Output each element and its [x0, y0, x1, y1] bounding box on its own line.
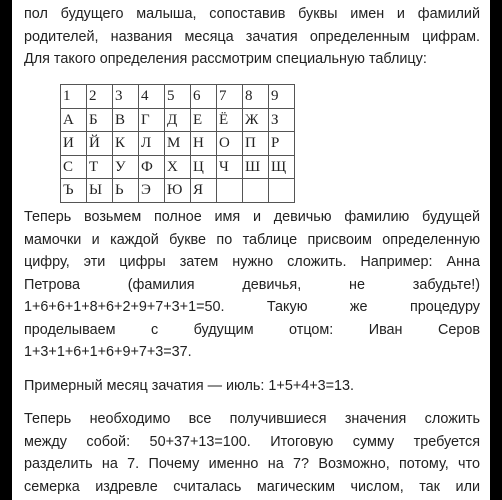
- table-cell: Щ: [269, 155, 295, 179]
- table-cell: У: [113, 155, 139, 179]
- table-cell: 4: [139, 85, 165, 109]
- paragraph-month: [24, 375, 480, 398]
- table-cell: Н: [191, 132, 217, 156]
- table-cell: Я: [191, 179, 217, 203]
- table-cell: 1: [61, 85, 87, 109]
- text-line: Примерный месяц зачатия — июль: 1+5+4+3=13.: [24, 378, 355, 394]
- table-cell: К: [113, 132, 139, 156]
- paragraph-sum: [24, 408, 480, 498]
- table-cell: Ъ: [61, 179, 87, 203]
- table-row: [61, 155, 295, 179]
- table-cell: Э: [139, 179, 165, 203]
- left-border: [0, 0, 12, 500]
- table-cell: 3: [113, 85, 139, 109]
- table-cell: 7: [217, 85, 243, 109]
- table-cell: 5: [165, 85, 191, 109]
- table-cell: [269, 179, 295, 203]
- text-line: пол будущего малыша, сопоставив буквы имен и фамилий: [24, 6, 480, 22]
- table-cell: 6: [191, 85, 217, 109]
- table-cell: Ы: [87, 179, 113, 203]
- table-cell: Ц: [191, 155, 217, 179]
- table-cell: Ш: [243, 155, 269, 179]
- table-row: [61, 179, 295, 203]
- table-cell: Ч: [217, 155, 243, 179]
- text-line: проделываем с будущим отцом: Иван Серов: [24, 321, 480, 338]
- table-cell: О: [217, 132, 243, 156]
- table-cell: Ж: [243, 108, 269, 132]
- table-cell: [217, 179, 243, 203]
- text-line: Петрова (фамилия девичья, не забудьте!): [24, 276, 480, 293]
- table-cell: Б: [87, 108, 113, 132]
- table-cell: С: [61, 155, 87, 179]
- text-line: Теперь возьмем полное имя и девичью фамилию будущей: [24, 209, 480, 225]
- table-cell: Х: [165, 155, 191, 179]
- table-cell: Т: [87, 155, 113, 179]
- table-cell: Д: [165, 108, 191, 132]
- table-row: [61, 108, 295, 132]
- text-line: 1+3+1+6+1+6+9+7+3=37.: [24, 344, 192, 360]
- text-line: Для такого определения рассмотрим специальную таблицу:: [24, 51, 427, 67]
- text-line: родителей, названия месяца зачатия определенным цифрам.: [24, 28, 480, 45]
- table-cell: 9: [269, 85, 295, 109]
- table-cell: Р: [269, 132, 295, 156]
- table-cell: В: [113, 108, 139, 132]
- text-line: между собой: 50+37+13=100. Итоговую сумму требуется: [24, 433, 480, 450]
- table-cell: А: [61, 108, 87, 132]
- text-line: разделить на 7. Почему именно на 7? Возможно, потому, что: [24, 456, 480, 472]
- text-line: семерка издревле считалась магическим числом, так или: [24, 478, 480, 495]
- table-cell: [243, 179, 269, 203]
- table-cell: З: [269, 108, 295, 132]
- table-cell: Е: [191, 108, 217, 132]
- table-cell: Л: [139, 132, 165, 156]
- table-cell: 2: [87, 85, 113, 109]
- table-cell: Ь: [113, 179, 139, 203]
- text-line: цифру, эти цифры затем нужно сложить. Например: Анна: [24, 254, 480, 270]
- table-row: [61, 85, 295, 109]
- table-cell: Ё: [217, 108, 243, 132]
- paragraph-intro: [24, 3, 480, 71]
- table-cell: Ю: [165, 179, 191, 203]
- table-cell: М: [165, 132, 191, 156]
- text-line: Теперь необходимо все получившиеся значения сложить: [24, 411, 480, 427]
- text-line: 1+6+6+1+8+6+2+9+7+3+1=50. Такую же процедуру: [24, 299, 480, 315]
- table-cell: Й: [87, 132, 113, 156]
- table-row: [61, 132, 295, 156]
- text-line: мамочки и каждой букве по таблице присвоим определенную: [24, 231, 480, 248]
- table-cell: Г: [139, 108, 165, 132]
- table-cell: 8: [243, 85, 269, 109]
- letter-number-table: [60, 84, 295, 203]
- right-border: [490, 0, 502, 500]
- table-cell: П: [243, 132, 269, 156]
- table-cell: И: [61, 132, 87, 156]
- paragraph-mother: [24, 206, 480, 364]
- table-cell: Ф: [139, 155, 165, 179]
